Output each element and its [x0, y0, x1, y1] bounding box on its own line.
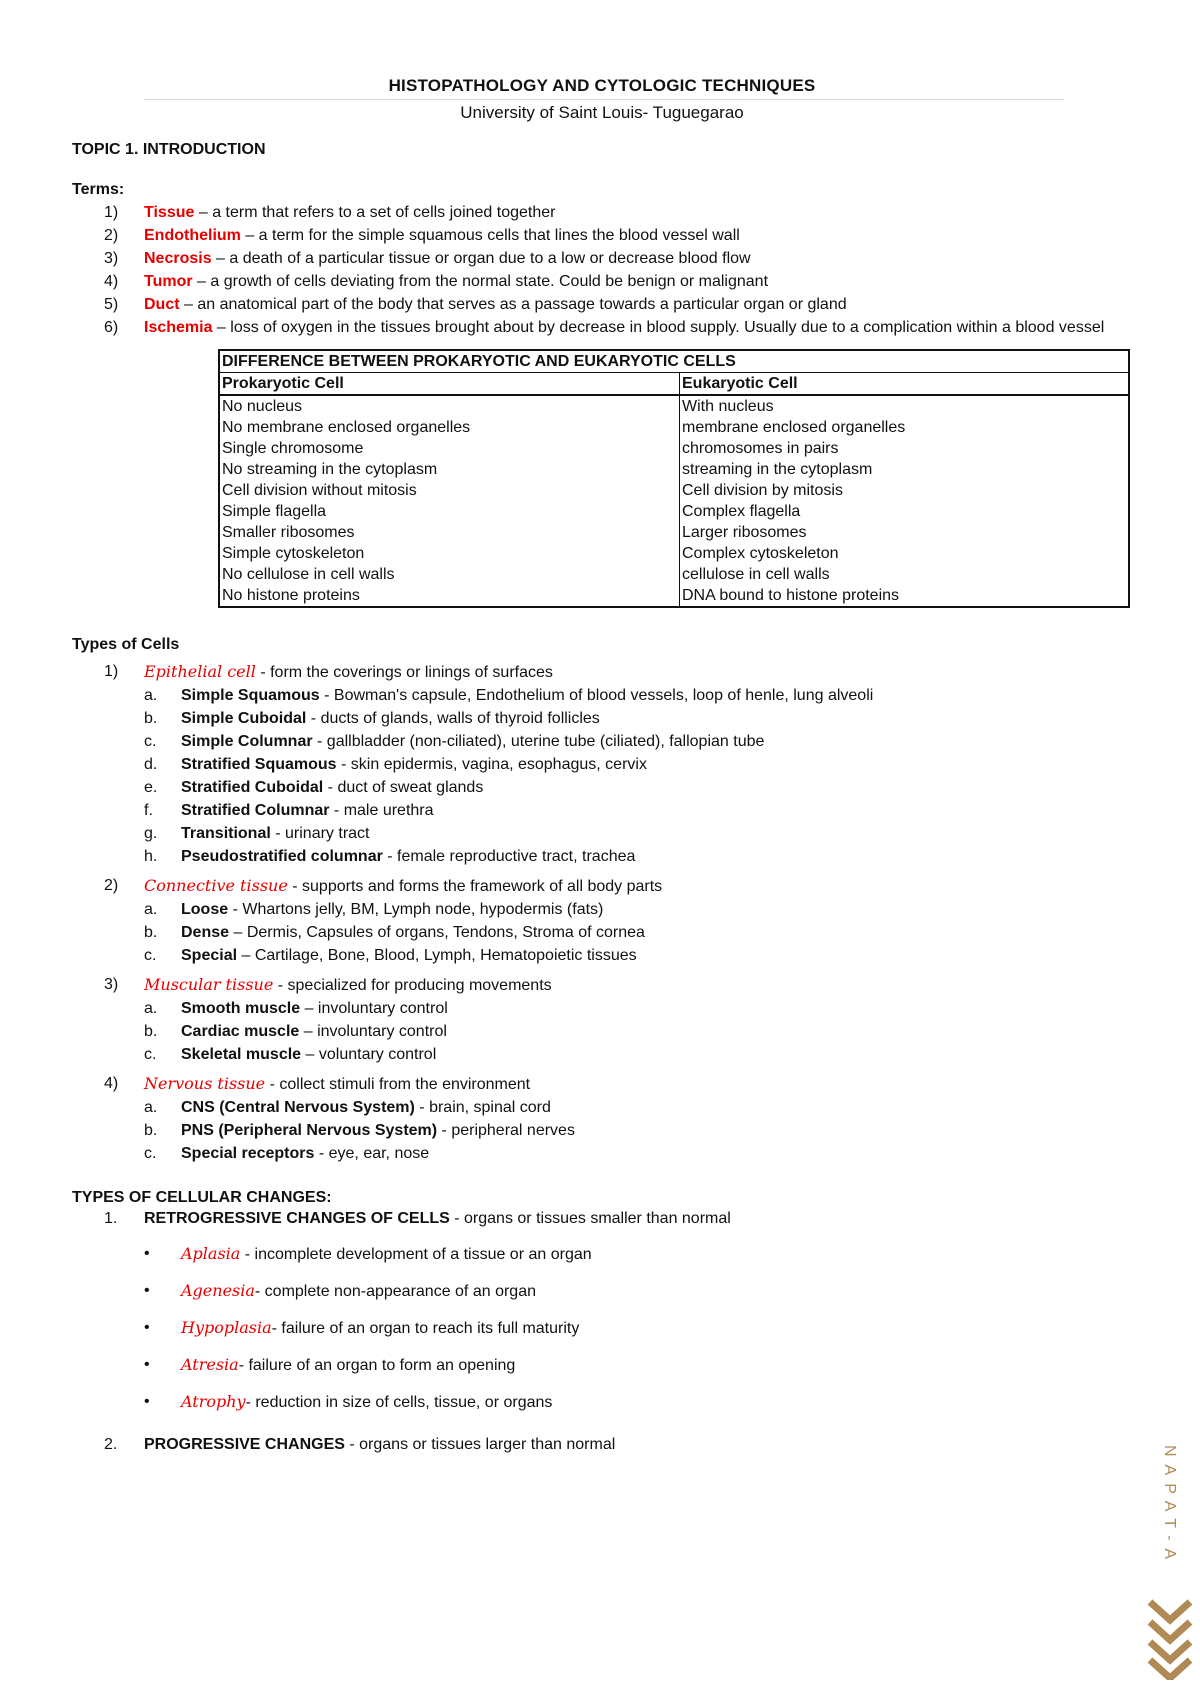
list-item: a. Simple Squamous - Bowman's capsule, Endothelium of blood vessels, loop of henle, lung alveoli — [144, 687, 874, 704]
subtype-name: Special — [181, 947, 238, 964]
subtype-name: Simple Cuboidal — [181, 710, 307, 727]
subtype-description: - gallbladder (non-ciliated), uterine tube (ciliated), fallopian tube — [312, 733, 765, 750]
term-definition: – a term for the simple squamous cells that lines the blood vessel wall — [240, 227, 740, 244]
eukaryotic-cell: membrane enclosed organelles — [682, 419, 906, 436]
terms-heading: Terms: — [72, 181, 125, 198]
subtype-description: - urinary tract — [270, 825, 370, 842]
eukaryotic-cell: DNA bound to histone proteins — [682, 587, 900, 604]
subtype-name: Skeletal muscle — [181, 1046, 302, 1063]
subtype-description: – voluntary control — [301, 1046, 437, 1063]
cell-type-group: 2) Connective tissue - supports and forms the framework of all body parts — [104, 876, 663, 895]
cell-type-name: Nervous tissue — [144, 1074, 266, 1093]
subtype-description: - Bowman's capsule, Endothelium of blood vessels, loop of henle, lung alveoli — [319, 687, 874, 704]
list-item: c. Skeletal muscle – voluntary control — [144, 1046, 437, 1063]
cell-subtype-list — [72, 684, 1132, 868]
table-row — [219, 585, 1129, 607]
term-item: 1) Tissue – a term that refers to a set of cells joined together — [104, 204, 556, 221]
term-definition: – an anatomical part of the body that serves as a passage towards a particular organ or gland — [179, 296, 847, 313]
prokaryotic-cell: No streaming in the cytoplasm — [219, 459, 680, 480]
cell-type-group: 4) Nervous tissue - collect stimuli from the environment — [104, 1074, 531, 1093]
list-item: b. Dense – Dermis, Capsules of organs, Tendons, Stroma of cornea — [144, 924, 645, 941]
subtype-name: Stratified Squamous — [181, 756, 337, 773]
terms-list — [72, 201, 1132, 339]
prokaryotic-cell: Simple cytoskeleton — [219, 543, 680, 564]
cell-subtype-list — [72, 898, 1132, 967]
subtype-name: CNS (Central Nervous System) — [181, 1099, 415, 1116]
cell-type-description: - collect stimuli from the environment — [265, 1076, 531, 1093]
retrogressive-changes: 1. RETROGRESSIVE CHANGES OF CELLS - organs or tissues smaller than normal — [104, 1210, 731, 1227]
bullet-icon: • — [144, 1356, 150, 1373]
subtype-description: – involuntary control — [299, 1023, 447, 1040]
table-header-eukaryotic: Eukaryotic Cell — [680, 373, 1130, 396]
table-row — [219, 543, 1129, 564]
prokaryotic-cell: Simple flagella — [219, 501, 680, 522]
prokaryotic-cell: No cellulose in cell walls — [219, 564, 680, 585]
list-item — [72, 1273, 1132, 1310]
change-name: Aplasia — [181, 1244, 241, 1263]
bullet-icon: • — [144, 1282, 150, 1299]
term-item: 6) Ischemia – loss of oxygen in the tissues brought about by decrease in blood supply. Usually due to a complication within a blood vessel — [104, 319, 1105, 336]
term-definition: – loss of oxygen in the tissues brought about by decrease in blood supply. Usually due to a complication within a blood vessel — [212, 319, 1105, 336]
subtype-description: – Dermis, Capsules of organs, Tendons, Stroma of cornea — [229, 924, 645, 941]
table-row — [219, 417, 1129, 438]
cell-type-description: - form the coverings or linings of surfaces — [255, 664, 553, 681]
term-definition: – a growth of cells deviating from the normal state. Could be benign or malignant — [192, 273, 769, 290]
cell-type-name: Muscular tissue — [144, 975, 274, 994]
cell-type-group: 3) Muscular tissue - specialized for producing movements — [104, 975, 552, 994]
term-name: Ischemia — [144, 319, 213, 336]
chevron-logo-icon — [1144, 1598, 1194, 1685]
eukaryotic-cell: Complex flagella — [682, 503, 801, 520]
list-item: f. Stratified Columnar - male urethra — [144, 802, 434, 819]
term-item: 3) Necrosis – a death of a particular tissue or organ due to a low or decrease blood flow — [104, 250, 751, 267]
table-header-prokaryotic: Prokaryotic Cell — [219, 373, 680, 396]
subtype-description: – involuntary control — [300, 1000, 448, 1017]
eukaryotic-cell: streaming in the cytoplasm — [682, 461, 873, 478]
cell-type-name: Connective tissue — [144, 876, 288, 895]
table-row — [219, 501, 1129, 522]
subtype-name: Stratified Columnar — [181, 802, 330, 819]
subtype-description: - Whartons jelly, BM, Lymph node, hypodermis (fats) — [228, 901, 604, 918]
change-description: - failure of an organ to form an opening — [238, 1357, 516, 1374]
eukaryotic-cell: Cell division by mitosis — [682, 482, 843, 499]
retrogressive-list — [72, 1236, 1132, 1421]
types-of-cells-heading: Types of Cells — [72, 636, 180, 653]
progressive-changes: 2. PROGRESSIVE CHANGES - organs or tissues larger than normal — [104, 1436, 616, 1453]
subtype-description: - brain, spinal cord — [414, 1099, 551, 1116]
cell-subtype-list — [72, 997, 1132, 1066]
change-name: Agenesia — [181, 1281, 255, 1300]
prokaryotic-cell: No histone proteins — [219, 585, 680, 607]
cell-comparison-table — [218, 349, 1130, 608]
term-definition: – a term that refers to a set of cells joined together — [194, 204, 556, 221]
subtype-name: Special receptors — [181, 1145, 315, 1162]
table-body — [219, 395, 1129, 607]
prokaryotic-cell: Smaller ribosomes — [219, 522, 680, 543]
list-item — [72, 1236, 1132, 1273]
list-item — [72, 1384, 1132, 1421]
prokaryotic-cell: No membrane enclosed organelles — [219, 417, 680, 438]
term-name: Endothelium — [144, 227, 241, 244]
prokaryotic-cell: Single chromosome — [219, 438, 680, 459]
brand-watermark: NAPAT-A — [1161, 1445, 1178, 1568]
title-divider — [144, 99, 1064, 100]
list-item — [72, 1310, 1132, 1347]
subtype-name: Transitional — [181, 825, 271, 842]
list-item: b. PNS (Peripheral Nervous System) - peripheral nerves — [144, 1122, 575, 1139]
types-of-cells-list — [72, 660, 1132, 1165]
cell-type-group: 1) Epithelial cell - form the coverings or linings of surfaces — [104, 662, 553, 681]
topic-heading: TOPIC 1. INTRODUCTION — [72, 141, 266, 158]
term-item: 4) Tumor – a growth of cells deviating from the normal state. Could be benign or malignant — [104, 273, 769, 290]
list-item: c. Special – Cartilage, Bone, Blood, Lymph, Hematopoietic tissues — [144, 947, 637, 964]
subtype-name: Loose — [181, 901, 229, 918]
table-row — [219, 480, 1129, 501]
prokaryotic-cell: Cell division without mitosis — [219, 480, 680, 501]
subtype-name: Cardiac muscle — [181, 1023, 300, 1040]
subtype-name: Dense — [181, 924, 230, 941]
list-item: e. Stratified Cuboidal - duct of sweat glands — [144, 779, 484, 796]
list-item: h. Pseudostratified columnar - female reproductive tract, trachea — [144, 848, 636, 865]
table-row — [219, 395, 1129, 417]
subtype-description: - female reproductive tract, trachea — [382, 848, 636, 865]
cell-type-name: Epithelial cell — [144, 662, 256, 681]
eukaryotic-cell: With nucleus — [682, 398, 774, 415]
list-item: b. Cardiac muscle – involuntary control — [144, 1023, 447, 1040]
term-definition: – a death of a particular tissue or organ due to a low or decrease blood flow — [211, 250, 751, 267]
eukaryotic-cell: Complex cytoskeleton — [682, 545, 839, 562]
table-row — [219, 459, 1129, 480]
subtype-name: Stratified Cuboidal — [181, 779, 324, 796]
list-item: d. Stratified Squamous - skin epidermis, vagina, esophagus, cervix — [144, 756, 647, 773]
list-item: b. Simple Cuboidal - ducts of glands, walls of thyroid follicles — [144, 710, 600, 727]
table-row — [219, 438, 1129, 459]
eukaryotic-cell: chromosomes in pairs — [682, 440, 839, 457]
document-title: HISTOPATHOLOGY AND CYTOLOGIC TECHNIQUES — [388, 76, 816, 95]
list-item: g. Transitional - urinary tract — [144, 825, 370, 842]
eukaryotic-cell: Larger ribosomes — [682, 524, 807, 541]
term-item: 5) Duct – an anatomical part of the body that serves as a passage towards a particular organ or gland — [104, 296, 847, 313]
subtype-description: - eye, ear, nose — [314, 1145, 430, 1162]
subtype-description: - duct of sweat glands — [323, 779, 484, 796]
table-row — [219, 522, 1129, 543]
list-item: c. Special receptors - eye, ear, nose — [144, 1145, 430, 1162]
cellular-changes-heading: TYPES OF CELLULAR CHANGES: — [72, 1189, 332, 1206]
change-name: Hypoplasia — [181, 1318, 272, 1337]
change-description: - incomplete development of a tissue or an organ — [240, 1246, 592, 1263]
term-name: Necrosis — [144, 250, 212, 267]
term-item: 2) Endothelium – a term for the simple squamous cells that lines the blood vessel wall — [104, 227, 740, 244]
cell-subtype-list — [72, 1096, 1132, 1165]
eukaryotic-cell: cellulose in cell walls — [682, 566, 830, 583]
subtype-name: Pseudostratified columnar — [181, 848, 383, 865]
list-item — [72, 1347, 1132, 1384]
cell-type-description: - supports and forms the framework of all body parts — [287, 878, 663, 895]
bullet-icon: • — [144, 1245, 150, 1262]
change-description: - reduction in size of cells, tissue, or organs — [245, 1394, 553, 1411]
change-name: Atrophy — [181, 1392, 246, 1411]
subtype-name: Smooth muscle — [181, 1000, 301, 1017]
list-item: a. Loose - Whartons jelly, BM, Lymph node, hypodermis (fats) — [144, 901, 604, 918]
change-name: Atresia — [181, 1355, 239, 1374]
list-item: a. Smooth muscle – involuntary control — [144, 1000, 448, 1017]
list-item: c. Simple Columnar - gallbladder (non-ciliated), uterine tube (ciliated), fallopian tube — [144, 733, 765, 750]
subtype-description: - male urethra — [329, 802, 434, 819]
table-caption: DIFFERENCE BETWEEN PROKARYOTIC AND EUKARYOTIC CELLS — [219, 350, 1129, 373]
prokaryotic-cell: No nucleus — [219, 395, 680, 417]
bullet-icon: • — [144, 1393, 150, 1410]
table-row — [219, 564, 1129, 585]
term-name: Duct — [144, 296, 180, 313]
subtype-description: - skin epidermis, vagina, esophagus, cervix — [336, 756, 647, 773]
subtype-name: Simple Columnar — [181, 733, 313, 750]
change-description: - failure of an organ to reach its full maturity — [271, 1320, 580, 1337]
list-item: a. CNS (Central Nervous System) - brain, spinal cord — [144, 1099, 551, 1116]
cell-type-description: - specialized for producing movements — [273, 977, 552, 994]
document-subtitle: University of Saint Louis- Tuguegarao — [460, 103, 744, 122]
term-name: Tissue — [144, 204, 195, 221]
subtype-description: - ducts of glands, walls of thyroid follicles — [306, 710, 600, 727]
subtype-description: - peripheral nerves — [437, 1122, 575, 1139]
term-name: Tumor — [144, 273, 193, 290]
bullet-icon: • — [144, 1319, 150, 1336]
subtype-name: Simple Squamous — [181, 687, 320, 704]
change-description: - complete non-appearance of an organ — [254, 1283, 536, 1300]
document-page — [72, 76, 1132, 1456]
subtype-name: PNS (Peripheral Nervous System) — [181, 1122, 438, 1139]
subtype-description: – Cartilage, Bone, Blood, Lymph, Hematopoietic tissues — [237, 947, 637, 964]
